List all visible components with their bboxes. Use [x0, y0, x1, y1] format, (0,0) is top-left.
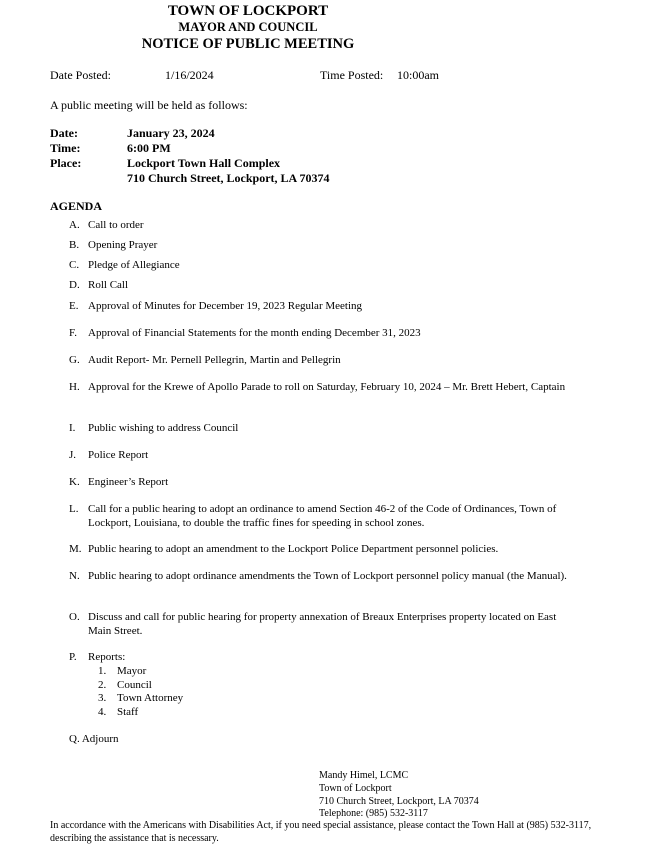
agenda-item-text: Call for a public hearing to adopt an ordinance to amend Section 46-2 of the Code of Ordinances, Town of Lockport, Louisiana, to double the traffic fines for speeding in school zones. [88, 503, 557, 529]
report-item: Town Attorney [117, 692, 184, 704]
report-item: Council [117, 679, 152, 691]
agenda-item-text: Discuss and call for public hearing for property annexation of Breaux Enterprises property located on East Main Street. [88, 611, 557, 637]
town-title: TOWN OF LOCKPORT [167, 3, 329, 19]
report-number: 2. [98, 679, 107, 691]
agenda-adjourn: Q. Adjourn [69, 733, 119, 745]
agenda-item-text: Approval for the Krewe of Apollo Parade to roll on Saturday, February 10, 2024 – Mr. Brett Hebert, Captain [88, 381, 566, 393]
ada-notice: In accordance with the Americans with Disabilities Act, if you need special assistance, please contact the Town Hall at (985) 532-3117, describing the assistance that is necessary. [50, 820, 592, 844]
agenda-item-text: Opening Prayer [88, 239, 158, 251]
agenda-letter: A. [69, 219, 80, 231]
agenda-letter: I. [69, 422, 76, 434]
time-posted-value: 10:00am [397, 68, 439, 82]
agenda-item-text: Pledge of Allegiance [88, 259, 180, 271]
agenda-letter: K. [69, 476, 80, 488]
report-number: 1. [98, 665, 107, 677]
agenda-item-text: Audit Report- Mr. Pernell Pellegrin, Martin and Pellegrin [88, 354, 341, 366]
agenda-letter: L. [69, 503, 79, 515]
council-title: MAYOR AND COUNCIL [178, 20, 318, 34]
signature-name: Mandy Himel, LCMC [319, 770, 409, 781]
agenda-letter: E. [69, 300, 79, 312]
agenda-item-text: Approval of Minutes for December 19, 2023 Regular Meeting [88, 300, 363, 312]
meeting-place-label: Place: [50, 156, 82, 170]
meeting-date-value: January 23, 2024 [127, 126, 215, 140]
agenda-letter: D. [69, 279, 80, 291]
meeting-date-label: Date: [50, 126, 78, 140]
agenda-letter: H. [69, 381, 80, 393]
agenda-title: AGENDA [50, 199, 103, 213]
agenda-item-text: Police Report [88, 449, 149, 461]
signature-phone: Telephone: (985) 532-3117 [319, 808, 428, 819]
agenda-item-text: Roll Call [88, 279, 129, 291]
report-item: Mayor [117, 665, 147, 677]
agenda-letter: G. [69, 354, 80, 366]
report-number: 4. [98, 706, 107, 718]
agenda-item-text: Call to order [88, 219, 144, 231]
agenda-letter: P. [69, 651, 77, 663]
notice-title: NOTICE OF PUBLIC MEETING [141, 36, 355, 52]
agenda-item-text: Public hearing to adopt an amendment to the Lockport Police Department personnel policies. [88, 543, 499, 555]
agenda-item-text: Public hearing to adopt ordinance amendments the Town of Lockport personnel policy manual (the Manual). [88, 570, 567, 582]
agenda-letter: B. [69, 239, 80, 251]
agenda-letter: M. [69, 543, 82, 555]
agenda-item-text: Reports: [88, 651, 126, 663]
meeting-place-line2: 710 Church Street, Lockport, LA 70374 [127, 171, 330, 185]
agenda-letter: F. [69, 327, 77, 339]
time-posted-label: Time Posted: [320, 68, 384, 82]
meeting-time-label: Time: [50, 141, 81, 155]
agenda-letter: O. [69, 611, 80, 623]
signature-address: 710 Church Street, Lockport, LA 70374 [319, 796, 479, 807]
meeting-time-value: 6:00 PM [127, 141, 171, 155]
agenda-letter: N. [69, 570, 80, 582]
date-posted-value: 1/16/2024 [165, 68, 214, 82]
agenda-letter: J. [69, 449, 77, 461]
agenda-item-text: Public wishing to address Council [88, 422, 239, 434]
intro-text: A public meeting will be held as follows: [50, 98, 248, 112]
agenda-item-text: Approval of Financial Statements for the month ending December 31, 2023 [88, 327, 421, 339]
report-number: 3. [98, 692, 107, 704]
date-posted-label: Date Posted: [50, 68, 111, 82]
agenda-letter: C. [69, 259, 80, 271]
agenda-item-text: Engineer’s Report [88, 476, 169, 488]
signature-org: Town of Lockport [319, 783, 392, 794]
report-item: Staff [117, 706, 139, 718]
meeting-place-line1: Lockport Town Hall Complex [127, 156, 281, 170]
